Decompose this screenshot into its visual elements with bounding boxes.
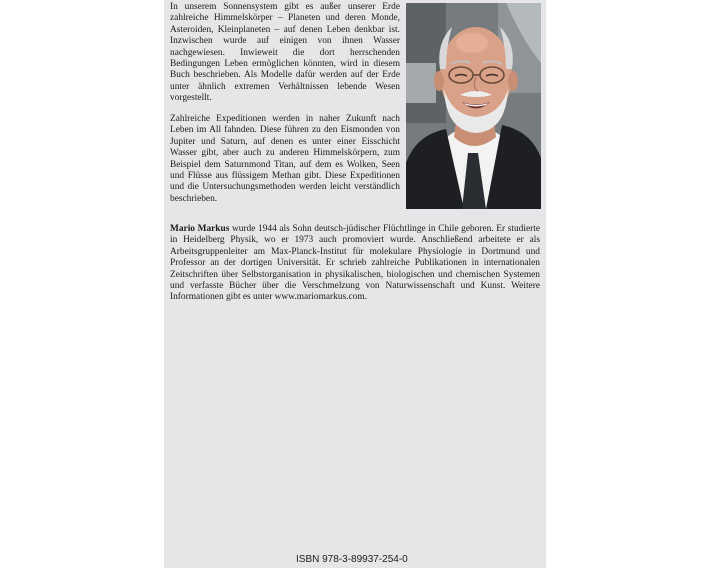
isbn-number: ISBN 978-3-89937-254-0	[296, 554, 408, 565]
author-photo	[406, 3, 541, 209]
description-paragraph-1: In unserem Sonnensystem gibt es außer unserer Erde zahlreiche Himmelskörper – Planeten und deren Monde, Asteroiden, Kleinplaneten – auf denen Leben denkbar ist. Inzwischen wurde auf einigen von ihnen Wasser nachgewiesen. Inwieweit die dort herrschenden Bedingungen Leben ermöglichen könnten, wird in diesem Buch beschrieben. Als Modelle dafür werden auf der Erde unter ähnlich extremen Verhältnissen lebende Wesen vorgestellt.	[170, 2, 400, 104]
author-bio-text: wurde 1944 als Sohn deutsch-jüdischer Flüchtlinge in Chile geboren. Er studierte in Heidelberg Physik, wo er 1973 auch promoviert wurde. Anschließend arbeitete er als Arbeitsgruppenleiter am Max-Planck-Institut für molekulare Physiologie in Dortmund und Professor an der dortigen Universität. Er schrieb zahlreiche Publikationen in internationalen Zeitschriften über Selbstorganisation in physikalischen, biologischen und chemischen Systemen und verfasste Bücher über die Verschmelzung von Naturwissenschaft und Kunst. Weitere Informationen gibt es unter www.mariomarkus.com.	[170, 224, 541, 303]
description-paragraph-2: Zahlreiche Expeditionen werden in naher Zukunft nach Leben im All fahnden. Diese führen zu den Eismonden von Jupiter und Saturn, auf denen es unter einer Eisschicht Wasser gibt, aber auch zu anderen Himmelskörpern, zum Beispiel dem Saturnmond Titan, auf dem es Wolken, Seen und Flüsse aus flüssigem Methan gibt. Diese Expeditionen und die Untersuchungsmethoden werden leicht verständlich beschrieben.	[170, 114, 400, 204]
author-name: Mario Markus	[170, 224, 230, 234]
author-portrait-image	[406, 3, 541, 209]
author-bio	[170, 224, 540, 304]
